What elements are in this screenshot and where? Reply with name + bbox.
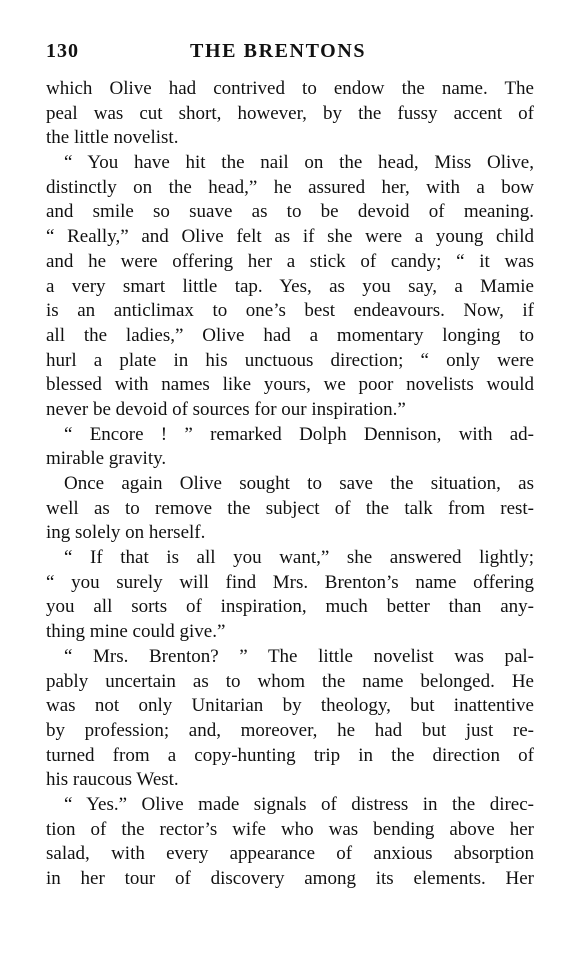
text-line: by profession; and, moreover, he had but just re-	[46, 719, 534, 741]
text-line: blessed with names like yours, we poor novelists would	[46, 374, 534, 396]
text-line: a very smart little tap. Yes, as you say, a Mamie	[46, 275, 534, 297]
text-line: Once again Olive sought to save the situation, as	[64, 473, 534, 494]
text-line: “ you surely will find Mrs. Brenton’s name offering	[46, 571, 534, 593]
text-line: “ If that is all you want,” she answered lightly;	[64, 547, 534, 569]
running-head	[46, 40, 534, 70]
text-line: is an anticlimax to one’s best endeavours. Now, if	[46, 300, 534, 322]
text-line: mirable gravity.	[46, 448, 167, 470]
text-line: his raucous West.	[46, 769, 179, 791]
text-line: which Olive had contrived to endow the name. The	[46, 78, 534, 99]
text-line: the little novelist.	[46, 127, 179, 149]
text-line: and he were offering her a stick of candy; “ it was	[46, 250, 534, 272]
text-line: thing mine could give.”	[46, 621, 226, 643]
text-line: never be devoid of sources for our inspiration.”	[46, 398, 406, 420]
text-line: in her tour of discovery among its elements. Her	[46, 868, 534, 889]
text-line: salad, with every appearance of anxious absorption	[46, 843, 534, 865]
text-line: turned from a copy-hunting trip in the direction of	[46, 744, 534, 766]
text-line: was not only Unitarian by theology, but inattentive	[46, 695, 534, 717]
body-text	[46, 77, 534, 892]
text-line: peal was cut short, however, by the fussy accent of	[46, 102, 534, 124]
text-line: and smile so suave as to be devoid of meaning.	[46, 201, 534, 223]
text-line: pably uncertain as to whom the name belonged. He	[46, 670, 534, 692]
text-line: “ Really,” and Olive felt as if she were a young child	[46, 226, 534, 248]
text-line: “ You have hit the nail on the head, Miss Olive,	[64, 152, 534, 174]
text-line: ing solely on herself.	[46, 522, 206, 544]
text-line: “ Encore ! ” remarked Dolph Dennison, with ad-	[64, 423, 534, 445]
text-line: well as to remove the subject of the talk from rest-	[46, 497, 534, 519]
running-title: THE BRENTONS	[190, 40, 367, 62]
text-line: you all sorts of inspiration, much better than any-	[46, 596, 534, 618]
text-line: tion of the rector’s wife who was bending above her	[46, 818, 534, 840]
text-line: “ Yes.” Olive made signals of distress in the direc-	[64, 793, 534, 815]
text-line: “ Mrs. Brenton? ” The little novelist was pal-	[64, 645, 534, 667]
text-line: all the ladies,” Olive had a momentary longing to	[46, 324, 534, 346]
text-line: distinctly on the head,” he assured her, with a bow	[46, 176, 534, 198]
page-number: 130	[46, 40, 79, 62]
text-line: hurl a plate in his unctuous direction; “ only were	[46, 349, 534, 371]
